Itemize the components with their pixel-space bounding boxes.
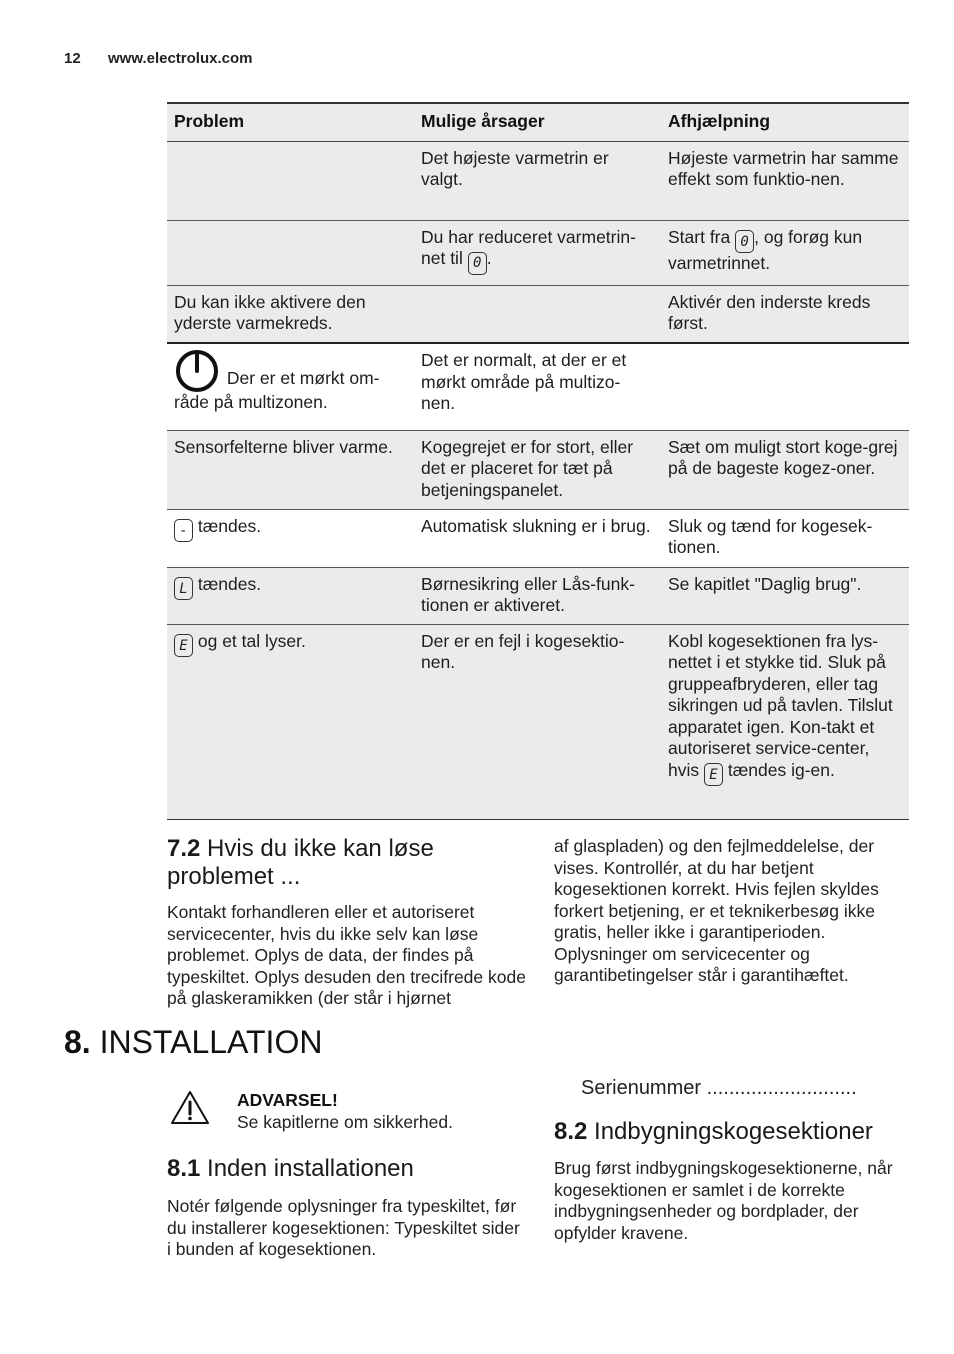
header-causes: Mulige årsager (414, 103, 661, 141)
table-row (167, 220, 909, 285)
problem-cell (167, 343, 414, 430)
section-8-2-heading (554, 1118, 873, 1146)
remedy-cell: Sluk og tænd for kogesek-tionen. (661, 509, 909, 567)
table-header-row (167, 103, 909, 141)
cause-cell: Det højeste varmetrin er valgt. (414, 141, 661, 220)
section-8-1-para: Notér følgende oplysninger fra typeskiltet, før du installerer kogesektionen: Typeskiltet sider i bunden af kogesektionen. (167, 1196, 520, 1259)
section-7-2-para-left: Kontakt forhandleren eller et autoriseret servicecenter, hvis du ikke selv kan løse problemet. Oplys de data, der findes på typeskiltet. Oplys desuden den trecifrede kode på glaskeramikken (der står i hjørnet (167, 902, 526, 1008)
problem-cell (167, 220, 414, 285)
site-url: www.electrolux.com (108, 50, 253, 67)
section-number: 8.2 (554, 1118, 588, 1145)
table-row (167, 509, 909, 567)
cause-cell: Kogegrejet er for stort, eller det er placeret for tæt på betjeningspanelet. (414, 430, 661, 509)
lock-symbol-icon: L (174, 577, 193, 600)
section-7-2-para-right: af glaspladen) og den fejlmeddelelse, der vises. Kontrollér, at du har betjent kogesektionen korrekt. Hvis fejlen skyldes forkert betjening, er et teknikerbesøg ikke gratis, heller ikke i garantiperioden. Oplysninger om servicecenter og garantibetingelser står i garantihæftet. (554, 836, 879, 985)
page-header (64, 50, 253, 67)
section-number: 8.1 (167, 1155, 201, 1182)
table-row (167, 567, 909, 624)
remedy-text-end: , og forøg kun varmetrinnet. (668, 226, 863, 273)
problem-cell (167, 624, 414, 819)
cause-cell: Der er en fejl i kogesektio-nen. (414, 624, 661, 819)
cause-cell: Børnesikring eller Lås-funk-tionen er aktiveret. (414, 567, 661, 624)
timer-dial-icon (174, 350, 222, 392)
header-problem: Problem (167, 103, 414, 141)
cause-cell (414, 285, 661, 343)
chapter-title: INSTALLATION (90, 1024, 323, 1060)
section-title: Indbygningskogesektioner (587, 1118, 873, 1145)
table-row (167, 624, 909, 819)
heat-zero-symbol-icon: 0 (735, 230, 754, 253)
section-title: Inden installationen (200, 1155, 414, 1182)
problem-text: Der er et mørkt om-råde på multizonen. (174, 368, 380, 412)
warning-triangle-icon (170, 1090, 210, 1126)
table-row (167, 343, 909, 430)
serial-number-line: Serienummer ........................... (581, 1077, 857, 1099)
table-row (167, 430, 909, 509)
dash-symbol-icon: - (174, 519, 193, 542)
page-number: 12 (64, 50, 81, 67)
troubleshooting-table (167, 102, 909, 820)
section-title: Hvis du ikke kan løse problemet ... (167, 835, 434, 890)
problem-cell: Sensorfelterne bliver varme. (167, 430, 414, 509)
section-8-1-heading (167, 1155, 414, 1183)
warning-text: Se kapitlerne om sikkerhed. (237, 1112, 453, 1132)
error-symbol-icon: E (174, 634, 193, 657)
section-8-2-para: Brug først indbygningskogesektionerne, når kogesektionen er samlet i de korrekte indbygningsenheder og bordplader, der opfylder kravene. (554, 1158, 893, 1243)
heat-zero-symbol-icon: 0 (468, 252, 487, 275)
remedy-cell (661, 624, 909, 819)
remedy-cell: Aktivér den inderste kreds først. (661, 285, 909, 343)
chapter-8-heading (64, 1024, 322, 1060)
problem-cell (167, 567, 414, 624)
remedy-cell: Sæt om muligt stort koge-grej på de bageste kogez-oner. (661, 430, 909, 509)
problem-cell (167, 509, 414, 567)
problem-cell: Du kan ikke aktivere den yderste varmekreds. (167, 285, 414, 343)
remedy-text: Kobl kogesektionen fra lys-nettet i et stykke tid. Sluk på gruppeafbryderen, eller tag sikringen ud på tavlen. Tilslut apparatet igen. Kon-takt et autoriseret service-center, hvis (668, 630, 893, 780)
cause-cell (414, 220, 661, 285)
table-row (167, 141, 909, 220)
remedy-text: Start fra (668, 226, 736, 247)
remedy-cell: Højeste varmetrin har samme effekt som funktio-nen. (661, 141, 909, 220)
problem-text: tændes. (193, 573, 262, 594)
cause-cell: Automatisk slukning er i brug. (414, 509, 661, 567)
problem-text: og et tal lyser. (193, 630, 306, 651)
error-symbol-icon: E (704, 763, 723, 786)
section-number: 7.2 (167, 835, 201, 862)
remedy-cell (661, 343, 909, 430)
problem-cell (167, 141, 414, 220)
header-remedy: Afhjælpning (661, 103, 909, 141)
problem-text: tændes. (193, 515, 262, 536)
section-7-2-heading (167, 835, 507, 891)
warning-title: ADVARSEL! (237, 1090, 338, 1110)
cause-text: Du har reduceret varmetrin-net til (421, 226, 636, 268)
table-row (167, 285, 909, 343)
cause-cell: Det er normalt, at der er et mørkt område på multizo-nen. (414, 343, 661, 430)
remedy-cell (661, 220, 909, 285)
remedy-text-end: tændes ig-en. (722, 759, 835, 780)
chapter-number: 8. (64, 1024, 91, 1060)
cause-text-end: . (486, 248, 492, 268)
remedy-cell: Se kapitlet "Daglig brug". (661, 567, 909, 624)
